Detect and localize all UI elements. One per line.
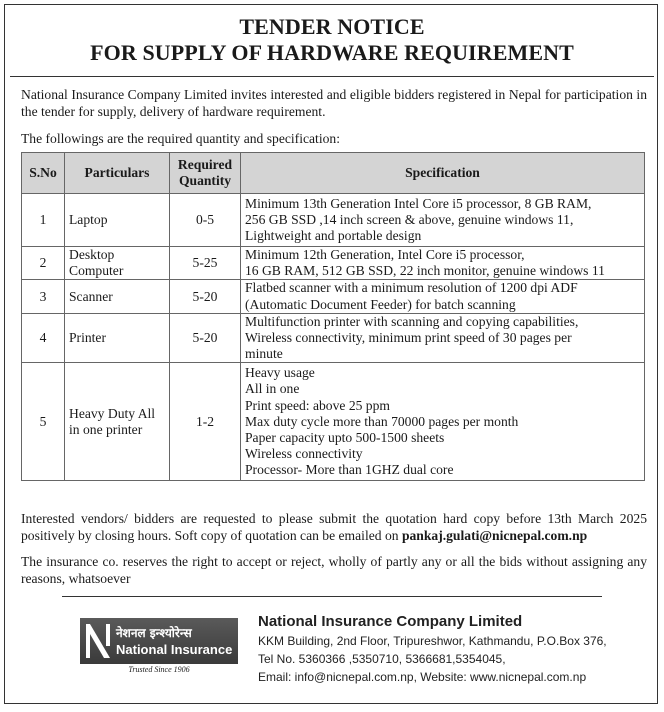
company-phone: Tel No. 5360366 ,5350710, 5366681,5354045, (258, 652, 506, 666)
specification-line: Print speed: above 25 ppm (245, 397, 390, 413)
row-specification (241, 313, 645, 363)
particulars-line: Printer (69, 330, 106, 346)
particulars-line: Desktop (69, 247, 115, 262)
specification-line: Multifunction printer with scanning and copying capabilities, (245, 313, 579, 329)
specification-line: (Automatic Document Feeder) for batch scanning (245, 296, 516, 312)
specification-line: minute (245, 346, 283, 362)
row-quantity: 0-5 (170, 194, 241, 247)
specification-line: 16 GB RAM, 512 GB SSD, 22 inch monitor, genuine windows 11 (245, 263, 605, 279)
company-contact[interactable]: Email: info@nicnepal.com.np, Website: www.nicnepal.com.np (258, 670, 587, 684)
specification-line: Processor- More than 1GHZ dual core (245, 462, 454, 478)
submission-email[interactable]: pankaj.gulati@nicnepal.com.np (401, 527, 588, 543)
table-intro: The followings are the required quantity and specification: (21, 131, 340, 146)
intro-paragraph: National Insurance Company Limited invites interested and eligible bidders registered in Nepal for participation in the tender for supply, delivery of hardware requirement. (21, 87, 647, 119)
row-specification (241, 363, 645, 481)
specification-line: Wireless connectivity (245, 446, 363, 462)
row-sno: 4 (22, 313, 65, 363)
specification-line: Max duty cycle more than 70000 pages per month (245, 413, 519, 429)
specification-line: Paper capacity upto 500-1500 sheets (245, 430, 445, 446)
reserve-paragraph: The insurance co. reserves the right to accept or reject, wholly of partly any or all the bids without assigning any reasons, whatsoever (21, 554, 647, 586)
row-quantity: 5-20 (170, 313, 241, 363)
particulars-line: Computer (69, 263, 124, 279)
row-particulars (65, 313, 170, 363)
title-line-1: TENDER NOTICE (239, 14, 425, 39)
row-particulars (65, 194, 170, 247)
logo-english-text: National Insurance (116, 642, 233, 657)
particulars-line: Laptop (69, 211, 108, 227)
row-sno: 5 (22, 363, 65, 481)
logo-mark-icon (84, 622, 114, 660)
particulars-line: Scanner (69, 288, 113, 304)
specification-line: All in one (245, 381, 300, 397)
specification-line: 256 GB SSD ,14 inch screen & above, genuine windows 11, (245, 211, 574, 227)
row-specification (241, 194, 645, 247)
particulars-line: Heavy Duty All (69, 405, 156, 421)
specification-line: Flatbed scanner with a minimum resolution of 1200 dpi ADF (245, 280, 578, 296)
submission-text: Interested vendors/ bidders are requested to please submit the quotation hard copy before 13th March 2025 positively by closing hours. Soft copy of quotation can be emailed on (21, 511, 647, 543)
logo-background (80, 618, 238, 664)
row-specification (241, 280, 645, 313)
company-logo (80, 618, 238, 674)
particulars-line: in one printer (69, 421, 143, 437)
submission-paragraph (21, 511, 647, 544)
row-particulars (65, 247, 170, 280)
row-sno: 3 (22, 280, 65, 313)
logo-hindi-text: नेशनल इन्श्योरेन्स (116, 626, 192, 640)
table-row (22, 247, 645, 280)
header-quantity (170, 153, 241, 194)
table-row (22, 194, 645, 247)
specification-line: Wireless connectivity, minimum print speed of 30 pages per (245, 330, 572, 346)
row-quantity: 1-2 (170, 363, 241, 481)
row-sno: 1 (22, 194, 65, 247)
table-header-row (22, 153, 645, 194)
row-particulars (65, 363, 170, 481)
row-sno: 2 (22, 247, 65, 280)
header-particulars: Particulars (65, 153, 170, 194)
title-block (6, 14, 658, 66)
row-particulars (65, 280, 170, 313)
header-sno: S.No (22, 153, 65, 194)
footer-divider (62, 596, 602, 597)
specification-line: Lightweight and portable design (245, 228, 422, 244)
row-specification (241, 247, 645, 280)
specification-table (21, 152, 645, 481)
header-quantity-line-2: Quantity (178, 173, 232, 188)
title-line-2: FOR SUPPLY OF HARDWARE REQUIREMENT (90, 40, 574, 65)
table-row (22, 313, 645, 363)
specification-line: Minimum 12th Generation, Intel Core i5 processor, (245, 247, 525, 262)
logo-tagline: Trusted Since 1906 (128, 665, 190, 674)
header-specification: Specification (241, 153, 645, 194)
title-divider (10, 76, 654, 77)
company-info (258, 612, 607, 686)
company-address: KKM Building, 2nd Floor, Tripureshwor, Kathmandu, P.O.Box 376, (258, 634, 607, 648)
table-row (22, 363, 645, 481)
row-quantity: 5-25 (170, 247, 241, 280)
table-row (22, 280, 645, 313)
header-quantity-line-1: Required (177, 157, 233, 172)
row-quantity: 5-20 (170, 280, 241, 313)
specification-line: Heavy usage (245, 365, 315, 381)
company-name: National Insurance Company Limited (258, 613, 523, 630)
specification-line: Minimum 13th Generation Intel Core i5 processor, 8 GB RAM, (245, 195, 592, 211)
